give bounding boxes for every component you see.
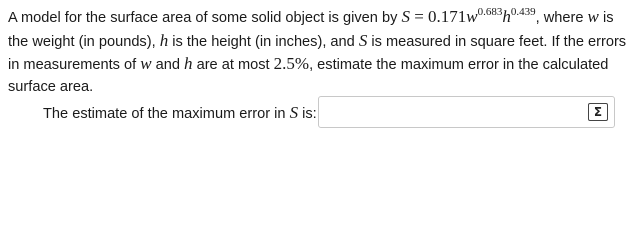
answer-row <box>43 96 603 130</box>
variable-h: h <box>502 7 511 26</box>
exponent-w: 0.683 <box>477 6 503 18</box>
answer-input[interactable] <box>320 98 575 126</box>
problem-text: is measured in square feet. If the errors in measurements of <box>8 33 627 73</box>
answer-label-text: The estimate of the maximum error in <box>43 106 290 122</box>
problem-text: A model for the surface area of some solid object is given by <box>8 10 402 26</box>
problem-text: , where <box>535 10 588 26</box>
variable-h: h <box>159 30 169 50</box>
variable-w: w <box>587 7 599 26</box>
problem-text: is the weight (in pounds), <box>8 10 614 50</box>
answer-label <box>43 103 317 123</box>
problem-statement <box>8 6 630 98</box>
answer-box <box>318 96 615 128</box>
error-percent: 2.5% <box>273 54 310 73</box>
equation-coefficient: = 0.171 <box>409 7 467 26</box>
problem-text: , estimate the maximum error in the calculated surface area. <box>8 57 609 95</box>
problem-text: are at most <box>192 57 274 73</box>
variable-w: w <box>466 7 478 26</box>
exponent-h: 0.439 <box>510 6 536 18</box>
variable-s: S <box>358 30 368 50</box>
problem-text: is the height (in inches), and <box>168 33 359 50</box>
variable-h: h <box>184 54 193 73</box>
sigma-icon[interactable]: Σ <box>588 103 608 121</box>
problem-text: and <box>151 57 185 73</box>
answer-label-text: is: <box>298 106 317 122</box>
variable-s: S <box>401 7 410 26</box>
variable-w: w <box>140 54 152 73</box>
variable-s: S <box>289 103 299 122</box>
